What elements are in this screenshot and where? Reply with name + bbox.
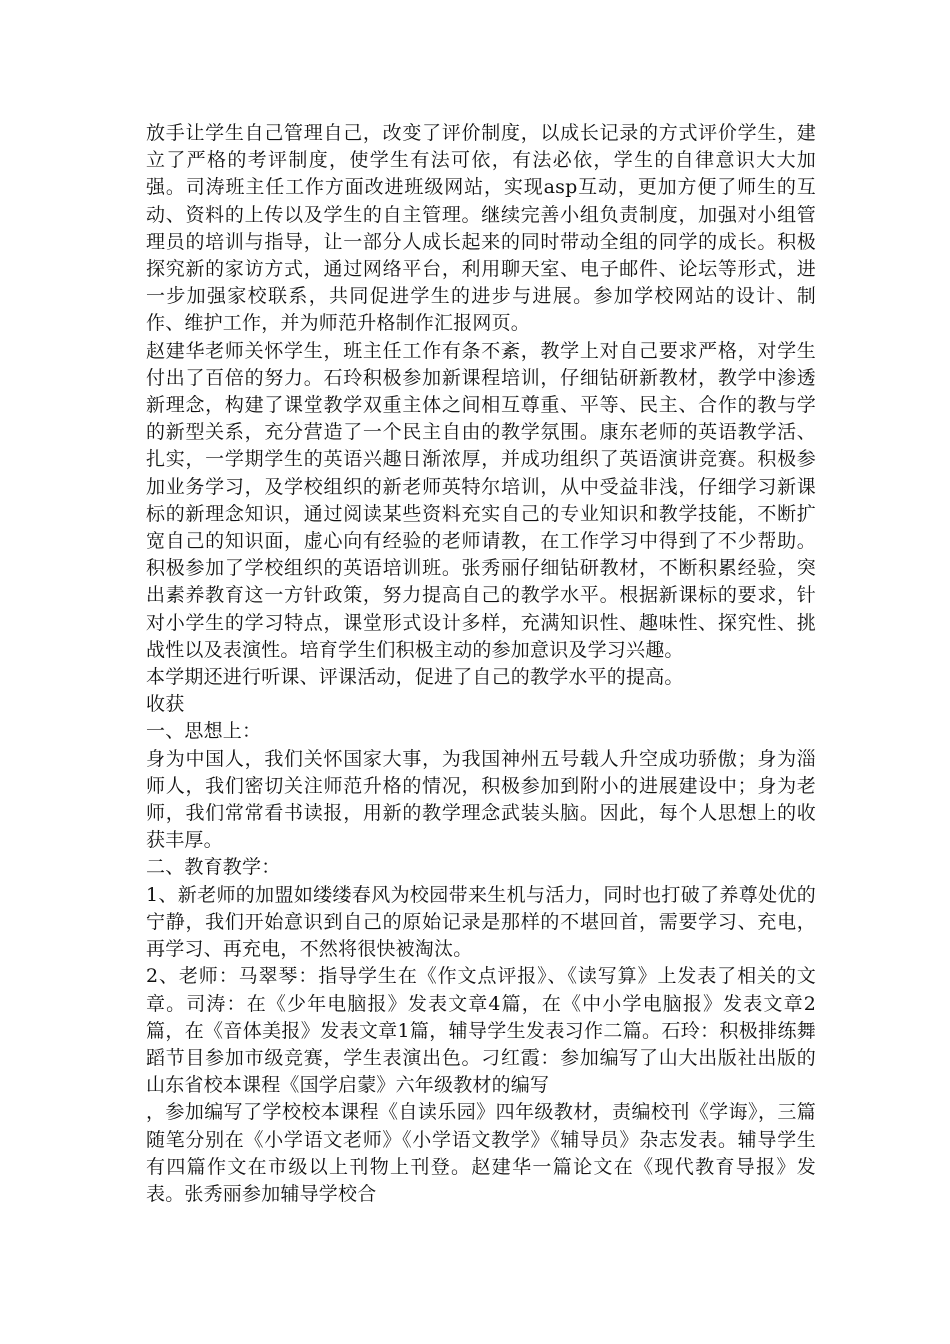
paragraph-textbook-compilation: ，参加编写了学校校本课程《自读乐园》四年级教材，责编校刊《学诲》，三篇随笔分别在《小学语文老师》《小学语文教学》《辅导员》杂志发表。辅导学生有四篇作文在市级以上刊物上刊登。赵建华一篇论文在《现代教育导报》发表。张秀丽参加辅导学校合 — [146, 1101, 816, 1205]
heading-ideology: 一、思想上： — [146, 720, 262, 743]
paragraph-new-teachers: 1、新老师的加盟如缕缕春风为校园带来生机与活力，同时也打破了养尊处优的宁静，我们开始意识到自己的原始记录是那样的不堪回首，需要学习、充电，再学习、再充电，不然将很快被淘汰。 — [146, 883, 816, 961]
paragraph-lesson-observation: 本学期还进行听课、评课活动，促进了自己的教学水平的提高。 — [146, 666, 684, 689]
paragraph-teacher-publications: 2、老师：马翠琴：指导学生在《作文点评报》、《读写算》上发表了相关的文章。司涛：在《少年电脑报》发表文章4篇，在《中小学电脑报》发表文章2篇，在《音体美报》发表文章1篇，辅导学生发表习作二篇。石玲：积极排练舞蹈节目参加市级竞赛，学生表演出色。刁红霞：参加编写了山大出版社出版的山东省校本课程《国学启蒙》六年级教材的编写 — [146, 965, 816, 1097]
paragraph-teacher-performance: 赵建华老师关怀学生，班主任工作有条不紊，教学上对自己要求严格，对学生付出了百倍的努力。石玲积极参加新课程培训，仔细钻研新教材，教学中渗透新理念，构建了课堂教学双重主体之间相互尊重、平等、民主、合作的教与学的新型关系，充分营造了一个民主自由的教学氛围。康东老师的英语教学活、扎实，一学期学生的英语兴趣日渐浓厚，并成功组织了英语演讲竞赛。积极参加业务学习，及学校组织的新老师英特尔培训，从中受益非浅，仔细学习新课标的新理念知识，通过阅读某些资料充实自己的专业知识和教学技能，不断扩宽自己的知识面，虚心向有经验的老师请教，在工作学习中得到了不少帮助。积极参加了学校组织的英语培训班。张秀丽仔细钻研教材，不断积累经验，突出素养教育这一方针政策，努力提高自己的教学水平。根据新课标的要求，针对小学生的学习特点，课堂形式设计多样，充满知识性、趣味性、探究性、挑战性以及表演性。培育学生们积极主动的参加意识及学习兴趣。 — [146, 339, 816, 661]
paragraph-class-management: 放手让学生自己管理自己，改变了评价制度，以成长记录的方式评价学生，建立了严格的考评制度，使学生有法可依，有法必依，学生的自律意识大大加强。司涛班主任工作方面改进班级网站，实现asp互动，更加方便了师生的互动、资料的上传以及学生的自主管理。继续完善小组负责制度，加强对小组管理员的培训与指导，让一部分人成长起来的同时带动全组的同学的成长。积极探究新的家访方式，通过网络平台，利用聊天室、电子邮件、论坛等形式，进一步加强家校联系，共同促进学生的进步与进展。参加学校网站的设计、制作、维护工作，并为师范升格制作汇报网页。 — [146, 122, 816, 335]
heading-harvest: 收获 — [146, 693, 185, 716]
document-body — [146, 120, 816, 1208]
paragraph-ideology: 身为中国人，我们关怀国家大事，为我国神州五号载人升空成功骄傲；身为淄师人，我们密切关注师范升格的情况，积极参加到附小的进展建设中；身为老师，我们常常看书读报，用新的教学理念武装头脑。因此，每个人思想上的收获丰厚。 — [146, 747, 816, 852]
heading-education-teaching: 二、教育教学： — [146, 856, 281, 879]
